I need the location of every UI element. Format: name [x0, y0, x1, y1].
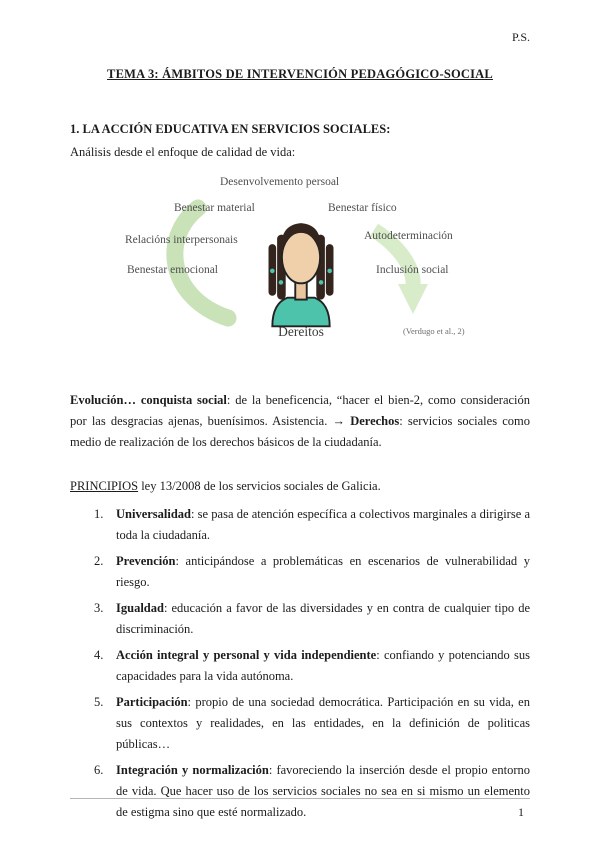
diagram-label-dereitos: Dereitos	[278, 324, 324, 339]
person-figure	[258, 210, 344, 328]
footer-divider	[70, 798, 530, 799]
derechos-bold: Derechos	[350, 414, 400, 428]
list-item: 5. Participación: propio de una sociedad democrática. Participación en su vida, en sus contextos y realidades, en las entidades, en la definición de politicas públicas…	[94, 695, 530, 751]
diagram-citation: (Verdugo et al., 2)	[403, 326, 465, 336]
diagram-label-inclusion-social: Inclusión social	[376, 264, 449, 276]
page-header-initials: P.S.	[511, 30, 530, 44]
list-item: 6. Integración y normalización: favoreciendo la inserción desde el propio entorno de vida. Que hacer uso de los servicios sociales no sea en si mismo un elemento de estigma sino que esté normalizado.	[94, 763, 530, 819]
diagram-label-autodeterminacion: Autodeterminación	[364, 230, 453, 242]
list-item: 1. Universalidad: se pasa de atención específica a colectivos marginales a dirigirse a toda la ciudadanía.	[94, 507, 530, 542]
diagram-label-benestar-material: Benestar material	[174, 202, 255, 214]
page-title: TEMA 3: ÁMBITOS DE INTERVENCIÓN PEDAGÓGICO-SOCIAL	[107, 67, 493, 81]
list-item: 4. Acción integral y personal y vida independiente: confiando y potenciando sus capacidades para la vida autónoma.	[94, 648, 531, 683]
list-item: 2. Prevención: anticipándose a problemáticas en escenarios de vulnerabilidad y riesgo.	[94, 554, 530, 589]
section-heading: 1. LA ACCIÓN EDUCATIVA EN SERVICIOS SOCIALES:	[70, 122, 391, 136]
page-footer	[70, 798, 530, 820]
quality-of-life-diagram	[70, 174, 530, 360]
page-number: 1	[518, 805, 524, 819]
diagram-label-benestar-fisico: Benestar físico	[328, 202, 397, 214]
principios-list	[94, 504, 530, 823]
principios-heading: PRINCIPIOS ley 13/2008 de los servicios sociales de Galicia.	[70, 479, 381, 493]
list-item: 3. Igualdad: educación a favor de las diversidades y en contra de cualquier tipo de discriminación.	[94, 601, 530, 636]
paragraph-evolucion: Evolución… conquista social: de la beneficencia, “hacer el bien-2, como consideración por las desgracias ajenas, buenísimos. Asistencia. → Derechos: servicios sociales como medio de realización de los derechos básicos de la ciudadanía.	[70, 393, 531, 449]
diagram-label-desenvolvemento: Desenvolvemento persoal	[220, 176, 340, 188]
diagram-label-benestar-emocional: Benestar emocional	[127, 264, 219, 276]
intro-text: Análisis desde el enfoque de calidad de vida:	[70, 145, 296, 159]
evolucion-bold: Evolución… conquista social	[70, 393, 227, 407]
diagram-label-relacions: Relacións interpersonais	[125, 234, 238, 246]
curved-arrow-up-icon	[175, 208, 228, 318]
